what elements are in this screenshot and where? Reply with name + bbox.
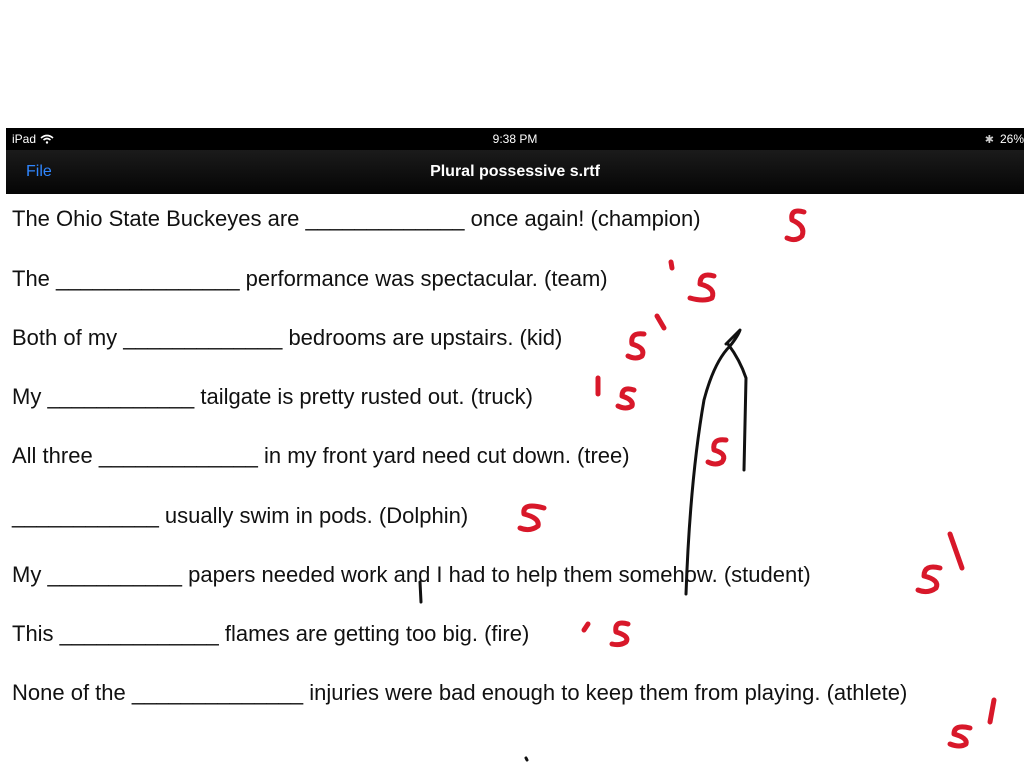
blank-top-area bbox=[0, 0, 1024, 128]
document-line: ____________ usually swim in pods. (Dolphin) bbox=[12, 503, 469, 528]
document-title: Plural possessive s.rtf bbox=[430, 163, 600, 180]
document-line: All three _____________ in my front yard need cut down. (tree) bbox=[12, 443, 630, 468]
document-line: Both of my _____________ bedrooms are upstairs. (kid) bbox=[12, 325, 563, 350]
status-right-group bbox=[985, 132, 1024, 146]
document-line: None of the ______________ injuries were bad enough to keep them from playing. (athlete) bbox=[12, 680, 908, 705]
battery-label: 26% bbox=[999, 132, 1024, 146]
navigation-bar bbox=[6, 150, 1024, 194]
document-line: My ____________ tailgate is pretty rusted out. (truck) bbox=[12, 384, 533, 409]
status-time: 9:38 PM bbox=[492, 132, 538, 146]
document-line: The Ohio State Buckeyes are _____________ once again! (champion) bbox=[12, 206, 701, 231]
status-bar bbox=[6, 128, 1024, 150]
bluetooth-icon: ✱ bbox=[984, 133, 994, 146]
document-body bbox=[0, 194, 1024, 768]
document-line: The _______________ performance was spectacular. (team) bbox=[12, 266, 608, 291]
file-button[interactable]: File bbox=[26, 163, 52, 180]
carrier-label: iPad bbox=[12, 132, 37, 146]
document-line: This _____________ flames are getting too big. (fire) bbox=[12, 621, 530, 646]
document-line: My ___________ papers needed work and I had to help them somehow. (student) bbox=[12, 562, 811, 587]
